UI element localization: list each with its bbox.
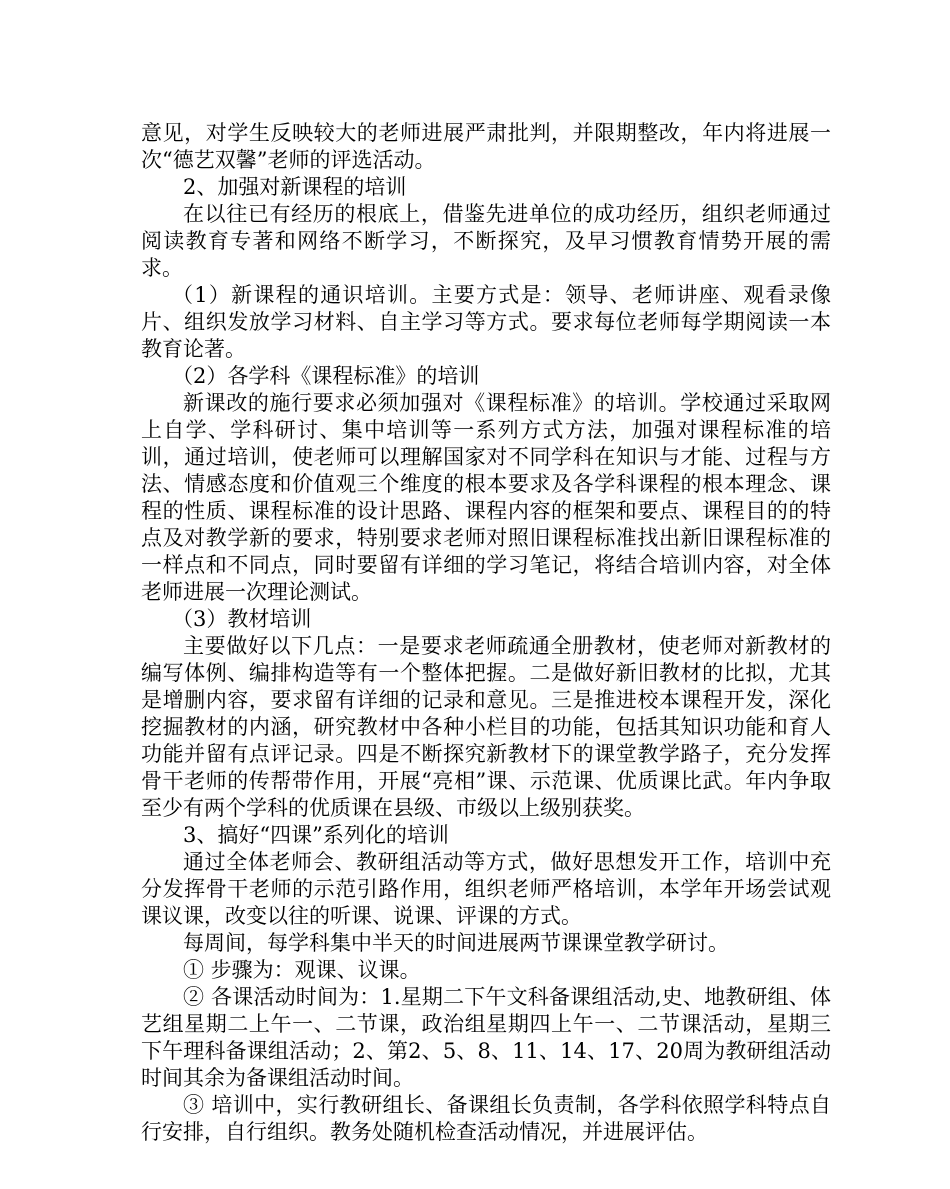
paragraph-continuation: 意见，对学生反映较大的老师进展严肃批判，并限期整改，年内将进展一次“德艺双馨”老师的评选活动。 bbox=[141, 121, 831, 172]
subheading-curriculum-standards: （2）各学科《课程标准》的培训 bbox=[172, 364, 480, 388]
paragraph-four-lessons: 通过全体老师会、教研组活动等方式，做好思想发开工作，培训中充分发挥骨干老师的示范引路作用，组织老师严格培训，本学年开场尝试观课议课，改变以往的听课、说课、评课的方式。 bbox=[141, 850, 831, 928]
section-heading-four-lessons: 3、搞好“四课”系列化的培训 bbox=[183, 823, 449, 847]
paragraph-curriculum-standards: 新课改的施行要求必须加强对《课程标准》的培训。学校通过采取网上自学、学科研讨、集中培训等一系列方式方法，加强对课程标准的培训，通过培训，使老师可以理解国家对不同学科在知识与才能、过程与方法、情感态度和价值观三个维度的根本要求及各学科课程的根本理念、课程的性质、课程标准的设计思路、课程内容的框架和要点、课程目的的特点及对教学新的要求，特别要求老师对照旧课程标准找出新旧课程标准的一样点和不同点，同时要留有详细的学习笔记，将结合培训内容，对全体老师进展一次理论测试。 bbox=[141, 391, 831, 604]
paragraph-weekly-research: 每周间，每学科集中半天的时间进展两节课课堂教学研讨。 bbox=[183, 931, 729, 955]
subheading-textbook-training: （3）教材培训 bbox=[172, 607, 312, 631]
list-item-responsibility: ③ 培训中，实行教研组长、备课组长负责制，各学科依照学科特点自行安排，自行组织。教务处随机检查活动情况，并进展评估。 bbox=[141, 1093, 831, 1144]
section-heading-new-curriculum-training: 2、加强对新课程的培训 bbox=[183, 175, 407, 199]
paragraph-learning-approach: 在以往已有经历的根底上，借鉴先进单位的成功经历，组织老师通过阅读教育专著和网络不断学习，不断探究，及早习惯教育情势开展的需求。 bbox=[141, 202, 831, 280]
paragraph-general-training: （1）新课程的通识培训。主要方式是：领导、老师讲座、观看录像片、组织发放学习材料、自主学习等方式。要求每位老师每学期阅读一本教育论著。 bbox=[141, 283, 831, 361]
document-body bbox=[141, 120, 831, 1146]
list-item-steps: ① 步骤为：观课、议课。 bbox=[183, 958, 421, 982]
paragraph-textbook-training: 主要做好以下几点：一是要求老师疏通全册教材，使老师对新教材的编写体例、编排构造等有一个整体把握。二是做好新旧教材的比拟，尤其是增删内容，要求留有详细的记录和意见。三是推进校本课程开发，深化挖掘教材的内涵，研究教材中各种小栏目的功能，包括其知识功能和育人功能并留有点评记录。四是不断探究新教材下的课堂教学路子，充分发挥骨干老师的传帮带作用，开展“亮相”课、示范课、优质课比武。年内争取至少有两个学科的优质课在县级、市级以上级别获奖。 bbox=[141, 634, 831, 820]
list-item-activity-schedule: ② 各课活动时间为：1.星期二下午文科备课组活动,史、地教研组、体艺组星期二上午一、二节课，政治组星期四上午一、二节课活动，星期三下午理科备课组活动；2、第2、5、8、11、14、17、20周为教研组活动时间其余为备课组活动时间。 bbox=[141, 985, 831, 1090]
